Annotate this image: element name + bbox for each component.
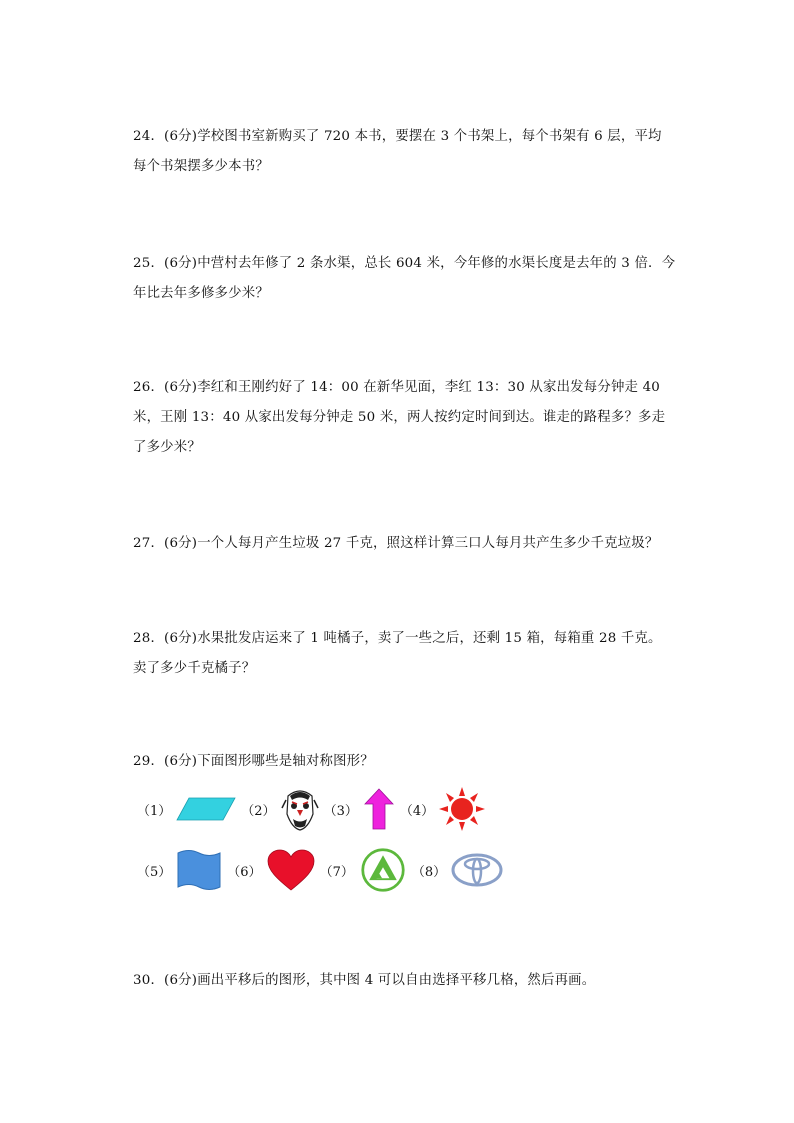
question-line: 25．(6分)中营村去年修了 2 条水渠，总长 604 米，今年修的水渠长度是去年的 3 倍．今 — [133, 256, 676, 271]
toyota-logo-icon — [450, 847, 504, 893]
figure-row-1 — [137, 786, 490, 832]
question-28 — [133, 624, 678, 684]
figure-label: （1） — [137, 803, 172, 819]
question-line: 24．(6分)学校图书室新购买了 720 本书，要摆在 3 个书架上，每个书架有 6 层，平均 — [133, 129, 662, 144]
triangle-logo-icon — [358, 847, 408, 893]
wave-flag-icon — [175, 847, 223, 893]
question-27 — [133, 529, 678, 559]
question-line: 30．(6分)画出平移后的图形，其中图 4 可以自由选择平移几格，然后再画。 — [133, 973, 596, 988]
question-line: 27．(6分)一个人每月产生垃圾 27 千克，照这样计算三口人每月共产生多少千克垃圾？ — [133, 536, 659, 551]
up-arrow-icon — [362, 786, 396, 832]
question-29 — [133, 747, 678, 777]
question-line: 29．(6分)下面图形哪些是轴对称图形？ — [133, 754, 374, 769]
figure-label: （3） — [323, 803, 358, 819]
question-line: 米，王刚 13：40 从家出发每分钟走 50 米，两人按约定时间到达。谁走的路程多？多走 — [133, 410, 666, 425]
figure-row-2 — [137, 847, 508, 893]
question-26 — [133, 373, 678, 463]
question-line: 每个书架摆多少本书？ — [133, 159, 269, 174]
question-line: 26．(6分)李红和王刚约好了 14：00 在新华见面，李红 13：30 从家出发每分钟走 40 — [133, 380, 661, 395]
question-30 — [133, 966, 678, 996]
question-line: 了多少米？ — [133, 440, 201, 455]
figure-label: （2） — [241, 803, 276, 819]
figure-label: （6） — [227, 864, 262, 880]
opera-mask-icon — [280, 786, 320, 832]
heart-icon — [266, 847, 316, 893]
question-line: 年比去年多修多少米？ — [133, 286, 269, 301]
question-line: 28．(6分)水果批发店运来了 1 吨橘子，卖了一些之后，还剩 15 箱，每箱重 28 千克。 — [133, 631, 662, 646]
figure-label: （7） — [319, 864, 354, 880]
figure-label: （4） — [399, 803, 435, 819]
question-25 — [133, 249, 678, 309]
sun-icon — [438, 786, 486, 832]
parallelogram-icon — [175, 786, 237, 832]
figure-label: （8） — [411, 864, 447, 880]
question-line: 卖了多少千克橘子？ — [133, 661, 256, 676]
question-24 — [133, 122, 678, 182]
figure-label: （5） — [137, 864, 172, 880]
